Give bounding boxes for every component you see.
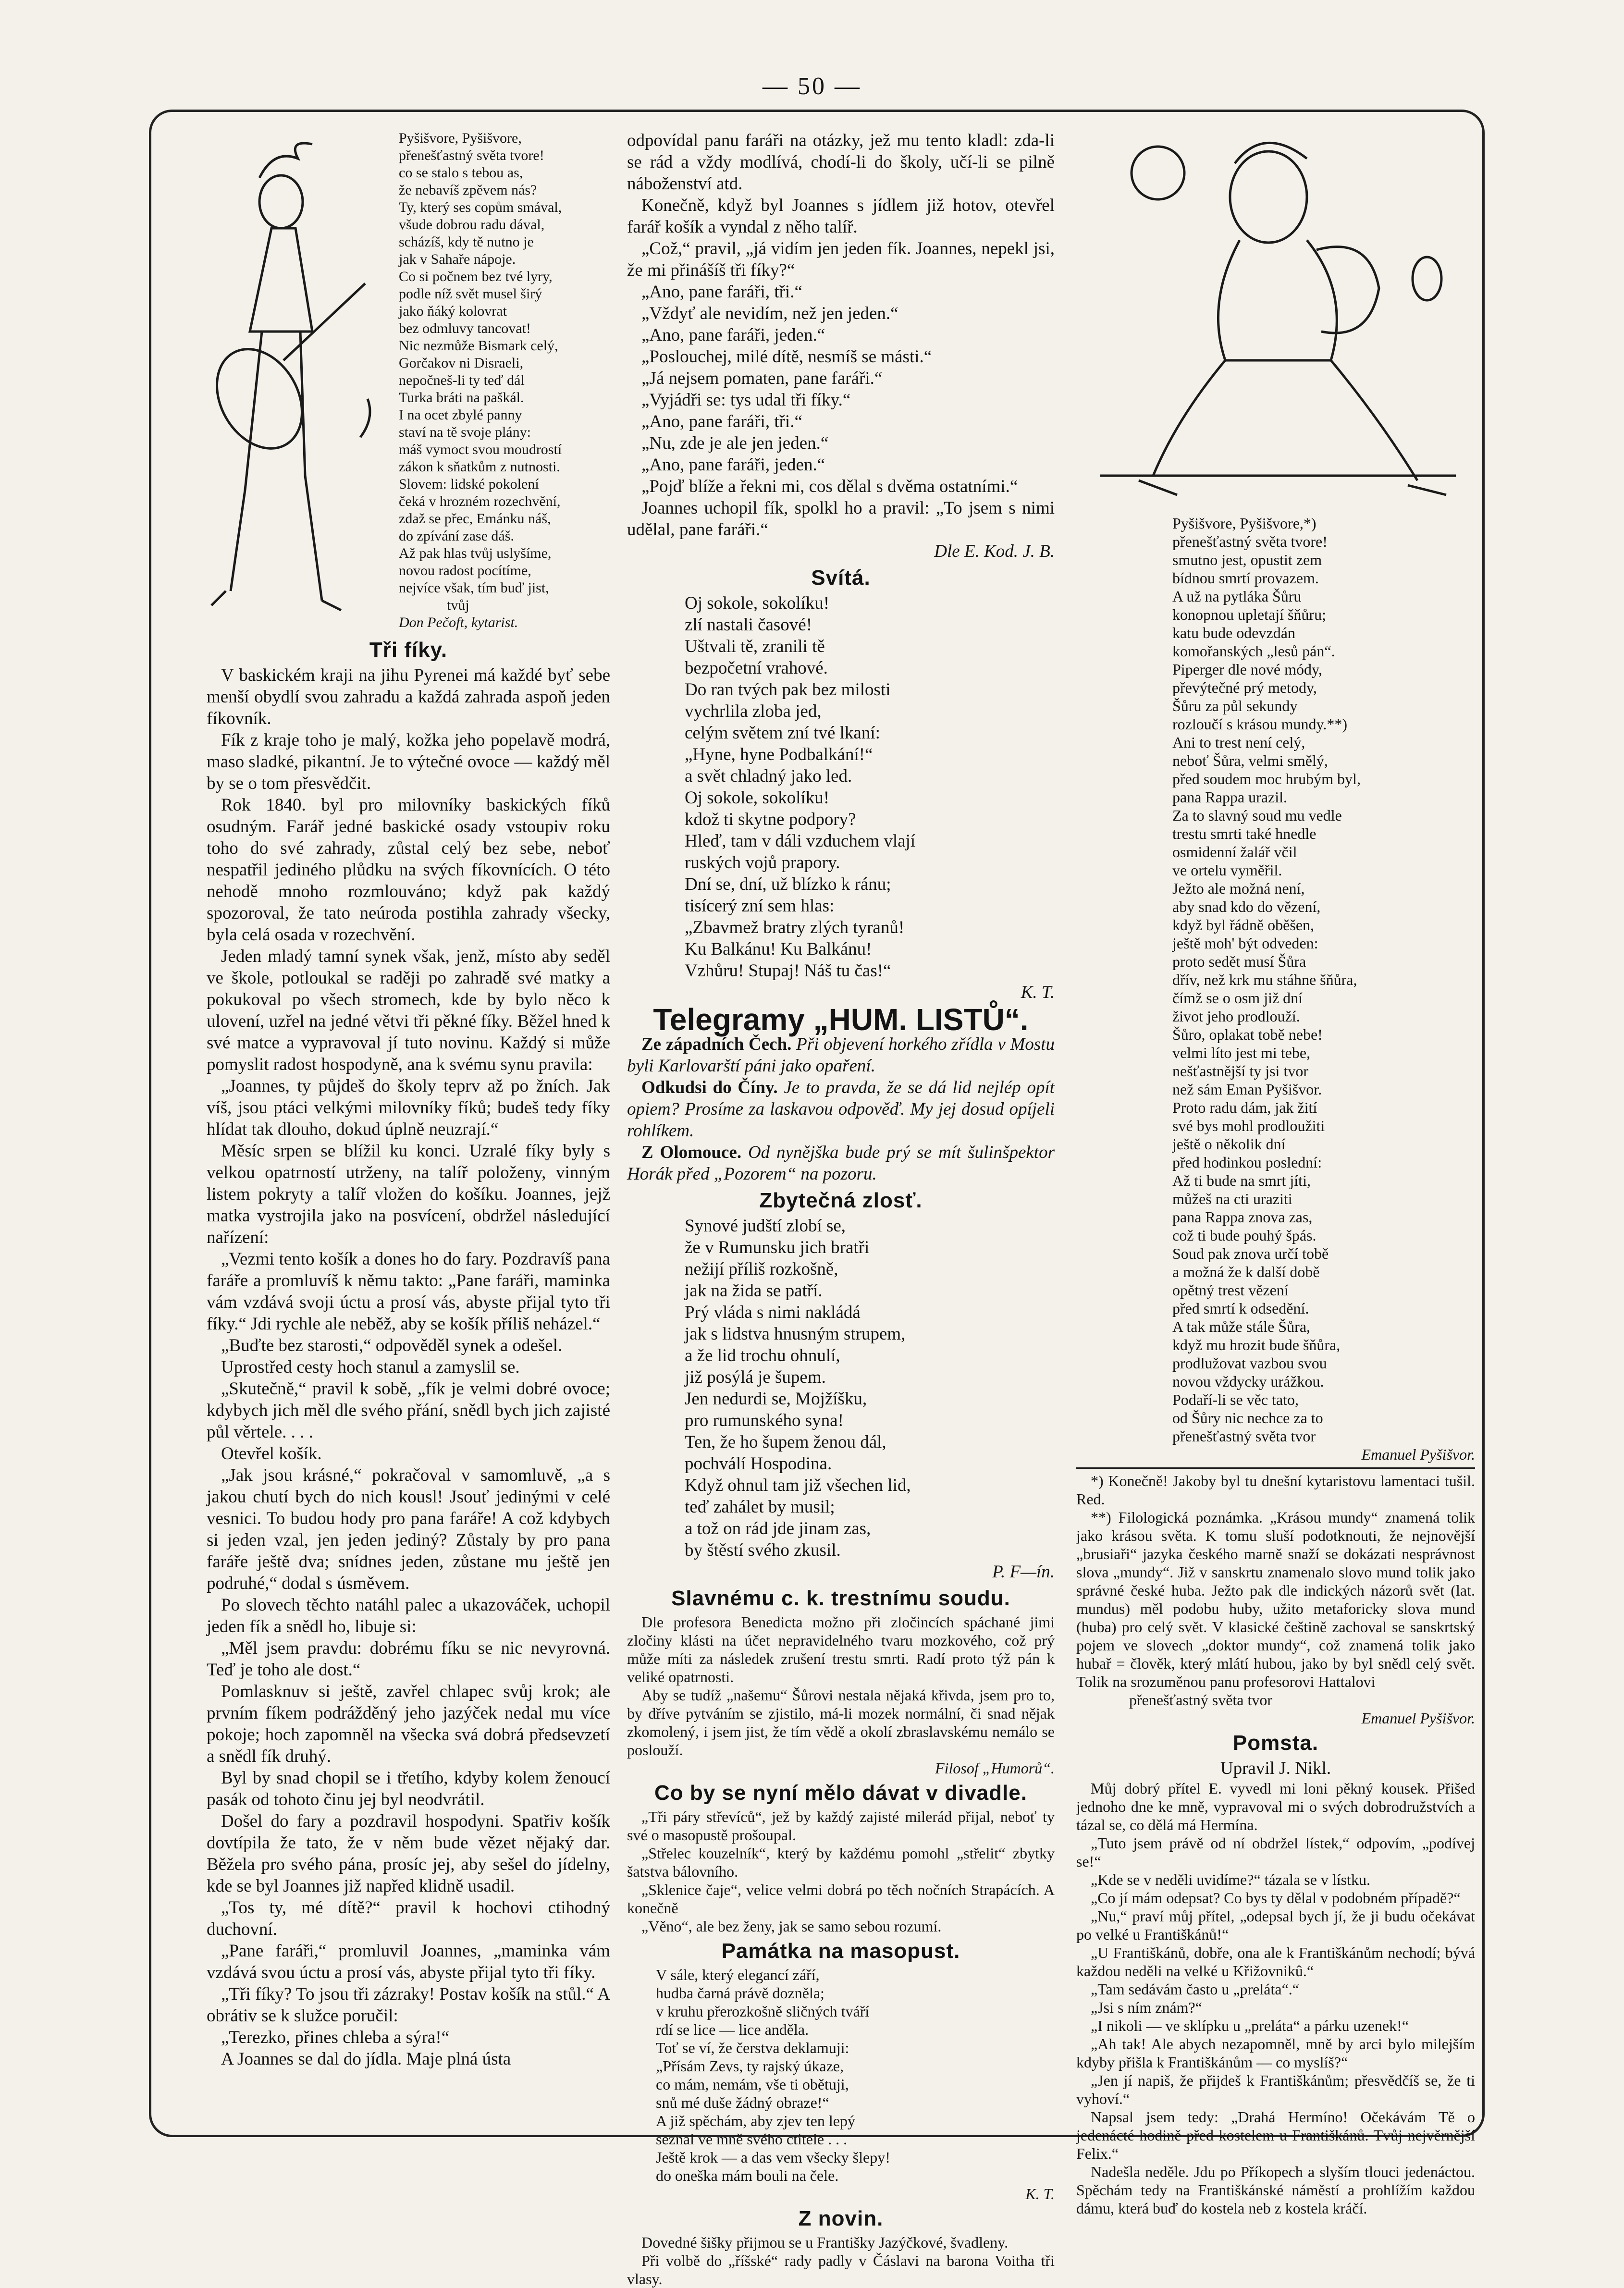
svita-poem bbox=[627, 592, 1055, 982]
text-line: „Joannes, ty půjdeš do školy teprv až po žních. Jak víš, jsou ptáci velkými milovníky fíků; budeš tedy fíky hlídat tak dlouho, dokud úplně neuzrají.“ bbox=[207, 1076, 610, 1139]
text-line: Co si počnem bez tvé lyry, bbox=[399, 269, 553, 284]
lyre-player-drawing bbox=[1081, 130, 1475, 509]
divadle-title: Co by se nyní mělo dávat v divadle. bbox=[654, 1781, 1027, 1805]
text-line: opětný trest vězení bbox=[1172, 1281, 1289, 1299]
text-line: a že lid trochu ohnulí, bbox=[685, 1346, 840, 1365]
text-line: „Přísám Zevs, ty rajský úkaze, bbox=[656, 2057, 844, 2075]
text-line: což ti bude pouhý špás. bbox=[1172, 1227, 1316, 1244]
text-line: proto sedět musí Šůra bbox=[1172, 953, 1306, 970]
text-line: Můj dobrý přítel E. vyvedl mi loni pěkný kousek. Přišed jednoho dne ke mně, vypravoval mi o svých dobrodružstvích a tázal se, co dělá má Hermína. bbox=[1076, 1780, 1475, 1833]
zbytecna-signature: P. F—ín. bbox=[992, 1562, 1055, 1582]
column-3 bbox=[1076, 514, 1475, 2217]
text-line: rozloučí s krásou mundy.**) bbox=[1172, 715, 1348, 733]
text-line: teď zahálet by musil; bbox=[685, 1497, 835, 1517]
text-line: „Věno“, ale bez ženy, jak se samo sebou rozumí. bbox=[641, 1918, 942, 1935]
text-line: Po slovech těchto natáhl palec a ukazováček, uchopil jeden fík a snědl ho, libuje si: bbox=[207, 1595, 610, 1636]
text-line: „Co jí mám odepsat? Co bys ty dělal v podobném případě?“ bbox=[1091, 1889, 1461, 1907]
text-line: v kruhu přerozkošně sličných tváří bbox=[656, 2003, 870, 2020]
text-line: „Vyjádři se: tys udal tři fíky.“ bbox=[641, 390, 851, 410]
text-line: Uštvali tě, zranili tě bbox=[685, 637, 825, 656]
text-line: nežijí příliš rozkošně, bbox=[685, 1259, 838, 1279]
paragraph bbox=[627, 1142, 1055, 1185]
text-line: „Nu, zde je ale jen jeden.“ bbox=[641, 433, 829, 453]
text-line: Uprostřed cesty hoch stanul a zamyslil se. bbox=[221, 1357, 520, 1377]
telegramy-title: Telegramy „HUM. LISTŮ“. bbox=[653, 1002, 1029, 1037]
text-line: Gorčakov ni Disraeli, bbox=[399, 355, 524, 371]
text-line: přenešťastný světa tvore! bbox=[399, 148, 544, 163]
lute-player-illustration bbox=[178, 130, 394, 625]
text-line: Šůro, oplakat tobě nebe! bbox=[1172, 1026, 1323, 1043]
text-line: Když ohnul tam již všechen lid, bbox=[685, 1476, 911, 1495]
text-line: Turka bráti na paškál. bbox=[399, 390, 524, 406]
text-line: jak s lidstva hnusným strupem, bbox=[685, 1324, 906, 1344]
text-line: bezpočetní vrahové. bbox=[685, 658, 828, 678]
text-line: když byl řádně oběšen, bbox=[1172, 916, 1315, 934]
text-line: Vzhůru! Stupaj! Náš tu čas!“ bbox=[685, 961, 891, 981]
text-line: „Skutečně,“ pravil k sobě, „fík je velmi dobré ovoce; kdybych jich měl dle svého přání, snědl bych jich zajisté půl věrtele. . . . bbox=[207, 1379, 610, 1442]
page-number: — 50 — bbox=[763, 73, 861, 100]
text-line: Aby se tudíž „našemu“ Šůrovi nestala nějaká křivda, jsem pro to, by dříve pytváním se zjistilo, má-li mozek normální, či snad nějak zkomolený, i jsem jist, že tím vědě a okolí zbraslavskému nemálo se poslouží. bbox=[627, 1686, 1055, 1759]
text-line: *) Konečně! Jakoby byl tu dnešní kytaristovu lamentaci tušil. Red. bbox=[1076, 1472, 1475, 1508]
text-line: Soud pak znova určí tobě bbox=[1172, 1245, 1329, 1262]
text-line: Prý vláda s nimi nakládá bbox=[685, 1303, 861, 1322]
text-line: „Vezmi tento košík a dones ho do fary. Pozdravíš pana faráře a promluvíš k němu takto: „Pane faráři, maminka vám vzdává svoji úctu a prosí vás, abyste přijal tyto tři fíky.“ Jdi rychle ale neběž, aby se košík příliš neházel.“ bbox=[207, 1249, 610, 1334]
text-line: před hodinkou poslední: bbox=[1172, 1154, 1322, 1171]
text-line: Pyšišvore, Pyšišvore,*) bbox=[1172, 515, 1316, 532]
text-line: Až pak hlas tvůj uslyšíme, bbox=[399, 545, 552, 561]
col1-top-signature: Don Pečoft, kytarist. bbox=[399, 615, 518, 630]
text-line: **) Filologická poznámka. „Krásou mundy“ znamená tolik jako krásou světa. K tomu sluší podotknouti, že nejnovější „brusiaři“ jazyka českého marně snaží se dokázati nesprávnost slova „mundy“. Již v sanskrtu znamenalo slovo mund tolik jako správné české huba. Ježto pak dle indických názorů svět (lat. mundus) měl podobu huby, užito metaforicky slova mund (huba) pro celý svět. V klasické češtině zachoval se sanskrtský pojem ve slovech „doktor mundy“, což znamená tolik jako hubař = člověk, který mlátí hubou, jako by byl snědl celý svět. Tolik na srozuměnou panu profesorovi Hattalovi bbox=[1076, 1509, 1475, 1690]
text-line: můžeš na cti uraziti bbox=[1172, 1190, 1292, 1207]
text-line: dřív, než krk mu stáhne šňůra, bbox=[1172, 971, 1357, 988]
text-line: Při volbě do „říšské“ rady padly v Čáslavi na barona Voitha tři vlasy. bbox=[627, 2252, 1055, 2288]
z-novin-title: Z novin. bbox=[798, 2207, 884, 2230]
text-line: jak v Sahaře nápoje. bbox=[399, 251, 516, 267]
text-line: „Pane faráři,“ promluvil Joannes, „maminka vám vzdává svou úctu a prosí vás, abyste přijal tyto tři fíky. bbox=[207, 1941, 610, 1982]
text-line: rdí se lice — lice anděla. bbox=[656, 2021, 809, 2038]
text-line: Pyšišvore, Pyšišvore, bbox=[399, 130, 522, 146]
text-line: když mu hrozit bude šňůra, bbox=[1172, 1336, 1341, 1353]
text-line: Jen nedurdi se, Mojžíšku, bbox=[685, 1389, 867, 1409]
text-line: „Tři fíky? To jsou tři zázraky! Postav košík na stůl.“ A obrátiv se k služce poručil: bbox=[207, 1984, 610, 2026]
text-line: snů mé duše žádný obraze!“ bbox=[656, 2094, 829, 2111]
text-line: zlí nastali časové! bbox=[685, 615, 812, 635]
text-line: Ani to trest není celý, bbox=[1172, 734, 1305, 751]
text-line: vychrlila zloba jed, bbox=[685, 701, 822, 721]
text-line: I na ocet zbylé panny bbox=[399, 407, 522, 423]
text-line: katu bude odevzdán bbox=[1172, 624, 1295, 641]
text-line: aby snad kdo do vězení, bbox=[1172, 898, 1321, 915]
paragraph bbox=[627, 1077, 1055, 1142]
text-line: Oj sokole, sokolíku! bbox=[685, 593, 830, 613]
text-line: Byl by snad chopil se i třetího, kdyby kolem ženoucí pasák od tohoto činu jej byl neodvrátil. bbox=[207, 1768, 610, 1809]
text-line: staví na tě svoje plány: bbox=[399, 424, 531, 440]
text-line: Ten, že ho šupem ženou dál, bbox=[685, 1432, 886, 1452]
text-line: a tož on rád jde jinam zas, bbox=[685, 1519, 871, 1538]
text-line: Slovem: lidské pokolení bbox=[399, 476, 539, 492]
text-line: „I nikoli — ve sklípku u „preláta“ a párku uzenek!“ bbox=[1091, 2017, 1409, 2034]
text-line: kdož ti skytne podpory? bbox=[685, 810, 856, 829]
text-line: před soudem moc hrubým byl, bbox=[1172, 770, 1361, 787]
text-line: Při objevení horkého zřídla v Mostu byli Karlovarští páni jako opaření. bbox=[627, 1034, 1055, 1076]
text-line: čímž se o osm již dní bbox=[1172, 989, 1303, 1007]
text-line: konopnou upletají šňůru; bbox=[1172, 606, 1326, 623]
text-line: tisícerý zní sem hlas: bbox=[685, 896, 835, 916]
text-line: zdaž se přec, Emánku náš, bbox=[399, 511, 551, 527]
text-line: novou radost pocítíme, bbox=[399, 563, 531, 578]
text-line: Ježto ale možná není, bbox=[1172, 880, 1305, 897]
text-line: přenešťastný světa tvor bbox=[1129, 1691, 1273, 1709]
text-line: „Ano, pane faráři, jeden.“ bbox=[641, 325, 825, 345]
text-line: „Ah tak! Ale abych nezapomněl, mně by arci bylo milejším kdyby přišla k Františkánům — co myslíš?“ bbox=[1076, 2035, 1475, 2071]
text-line: Šůru za půl sekundy bbox=[1172, 697, 1298, 714]
text-line: již posýlá je šupem. bbox=[685, 1367, 826, 1387]
text-line: „Hyne, hyne Podbalkání!“ bbox=[685, 745, 873, 764]
text-line: Konečně, když byl Joannes s jídlem již hotov, otevřel farář košík a vyndal z něho talíř. bbox=[627, 196, 1055, 237]
text-line: Až ti bude na smrt jíti, bbox=[1172, 1172, 1311, 1189]
text-line: „U Františkánů, dobře, ona ale k Františkánům nechodí; bývá každou neděli na velké u Křižovnikû.“ bbox=[1076, 1944, 1475, 1980]
text-line: Do ran tvých pak bez milosti bbox=[685, 680, 891, 700]
text-line: „Měl jsem pravdu: dobrému fíku se nic nevyrovná. Teď je toho ale dost.“ bbox=[207, 1638, 610, 1680]
text-line: Odkudsi do Číny. bbox=[641, 1078, 778, 1097]
text-line: a svět chladný jako led. bbox=[685, 766, 852, 786]
text-line: převýtečné prý metody, bbox=[1172, 679, 1317, 696]
text-line: Nadešla neděle. Jdu po Příkopech a slyším tlouci jedenáctou. Spěchám tedy na Františkánské náměstí a prohlížím každou dámu, která buď do kostela neb z kostela kráčí. bbox=[1076, 2163, 1475, 2217]
text-line: co se stalo s tebou as, bbox=[399, 165, 523, 181]
text-line: scházíš, kdy tě nutno je bbox=[399, 234, 534, 250]
text-line: nepočneš-li ty teď dál bbox=[399, 372, 525, 388]
text-line: osmidenní žalář včil bbox=[1172, 843, 1297, 861]
text-line: Měsíc srpen se blížil ku konci. Uzralé fíky byly s velkou opatrností utrženy, na talíř položeny, vinným listem pokryty a talíř vložen do košíku. Joannes, jejž matka vystrojila jako na posvícení, obdržel následující nařízení: bbox=[207, 1141, 610, 1247]
text-line: „Kde se v neděli uvidíme?“ tázala se v lístku. bbox=[1091, 1871, 1371, 1888]
text-line: smutno jest, opustit zem bbox=[1172, 551, 1322, 568]
tri-fiky-title: Tři fíky. bbox=[369, 638, 448, 662]
text-line: seznal ve mně svého ctitele . . . bbox=[656, 2130, 848, 2148]
text-line: A tak může stále Šůra, bbox=[1172, 1318, 1311, 1335]
text-line: odpovídal panu faráři na otázky, jež mu tento kladl: zda-li se rád a vždy modlívá, chodí-li do školy, učí-li se pilně náboženství atd. bbox=[627, 131, 1055, 194]
pysisvor-signature: Emanuel Pyšišvor. bbox=[1361, 1446, 1475, 1463]
text-line: Oj sokole, sokolíku! bbox=[685, 788, 830, 808]
text-line: čeká v hrozném rozechvění, bbox=[399, 493, 561, 509]
slavnemu-title: Slavnému c. k. trestnímu soudu. bbox=[671, 1587, 1010, 1610]
pomsta-title: Pomsta. bbox=[1232, 1731, 1319, 1755]
text-line: tvůj bbox=[447, 597, 469, 613]
text-line: Za to slavný soud mu vedle bbox=[1172, 807, 1342, 824]
text-line: „Pojď blíže a řekni mi, cos dělal s dvěma ostatními.“ bbox=[641, 477, 1018, 496]
column-1 bbox=[207, 634, 610, 2124]
text-line: „Střelec kouzelník“, který by každému pomohl „střelit“ zbytky šatstva bálovního. bbox=[627, 1845, 1055, 1880]
text-line: své bys mohl prodloužiti bbox=[1172, 1117, 1325, 1134]
lute-player-drawing bbox=[178, 130, 394, 625]
text-line: Z Olomouce. bbox=[641, 1143, 742, 1162]
pamatka-title: Památka na masopust. bbox=[721, 1939, 960, 1963]
text-line: „Tři páry střevíců“, jež by každý zajisté milerád přijal, neboť ty své o masopustě prošoupal. bbox=[627, 1808, 1055, 1844]
text-line: že nebavíš zpěvem nás? bbox=[399, 182, 537, 198]
pysisvor-poem bbox=[1076, 514, 1475, 1445]
text-line: „Jak jsou krásné,“ pokračoval v samomluvě, „a s jakou chutí bych do nich kousl! Jsouť jedinými v celé vesnici. To budou hody pro pana faráře! A což kdybych si jeden vzal, jen jeden jediný? Zůstaly by pro pana faráře ještě dva; snídnes jeden, zůstane mu ještě jen podruhé,“ dodal s úsměvem. bbox=[207, 1465, 610, 1593]
text-line: celým světem zní tvé lkaní: bbox=[685, 723, 880, 743]
text-line: Napsal jsem tedy: „Drahá Hermíno! Očekávám Tě o jedenácté hodině před kostelem u Františkánů. Tvůj nejvěrnější Felix.“ bbox=[1076, 2108, 1475, 2162]
text-line: Ze západních Čech. bbox=[641, 1034, 792, 1054]
text-line: ještě o několik dní bbox=[1172, 1135, 1286, 1153]
text-line: Proto radu dám, jak žití bbox=[1172, 1099, 1317, 1116]
text-line: V sále, který elegancí září, bbox=[656, 1966, 820, 1983]
text-line: „Terezko, přines chleba a sýra!“ bbox=[221, 2028, 450, 2047]
text-line: do oneška mám bouli na čele. bbox=[656, 2167, 839, 2184]
text-line: V baskickém kraji na jihu Pyrenei má každé byť sebe menší obydlí svou zahradu a každá zahrada aspoň jeden fíkovník. bbox=[207, 665, 610, 728]
text-line: bídnou smrtí provazem. bbox=[1172, 569, 1319, 587]
text-line: Ty, který ses copům smával, bbox=[399, 199, 562, 215]
paragraph bbox=[627, 1033, 1055, 1077]
svita-title: Svítá. bbox=[811, 566, 871, 590]
text-line: Otevřel košík. bbox=[221, 1444, 322, 1464]
footnotes bbox=[1076, 1467, 1475, 1727]
text-line: všude dobrou radu dával, bbox=[399, 217, 545, 233]
lyre-player-illustration bbox=[1081, 130, 1475, 509]
text-line: „Poslouchej, milé dítě, nesmíš se másti.“ bbox=[641, 347, 932, 367]
text-line: Rok 1840. byl pro milovníky baskických fíků osudným. Farář jedné baskické osady vstoupiv roku toho do své zahrady, zůstal celý bez sebe, neboť nespatřil jediného plůdku na svých fíkovnících. O této nehodě mnoho rozmlouváno; když pak každý spozoroval, že tato neúroda postihla zahrady všecky, byla celá osada v rozechvění. bbox=[207, 795, 610, 945]
text-line: Pomlasknuv si ještě, zavřel chlapec svůj krok; ale prvním fíkem podrážděný jeho jazýček nedal mu více pokoje; hoch zapomněl na všecka svá dobrá předsevzetí a snědl fík druhý. bbox=[207, 1682, 610, 1766]
text-line: komořanských „lesů pán“. bbox=[1172, 642, 1335, 660]
pamatka-poem bbox=[627, 1966, 1055, 2185]
text-line: „Ano, pane faráři, tři.“ bbox=[641, 412, 802, 431]
column-2 bbox=[627, 130, 1055, 2288]
text-line: pro rumunského syna! bbox=[685, 1411, 844, 1430]
text-line: Od nynějška bude prý se mít šulinšpektor Horák před „Pozorem“ na pozoru. bbox=[627, 1143, 1055, 1184]
text-line: Dovedné šišky přijmou se u Františky Jazýčkové, švadleny. bbox=[641, 2234, 1009, 2251]
text-line: od Šůry nic nechce za to bbox=[1172, 1409, 1323, 1427]
text-line: před smrtí k odsedění. bbox=[1172, 1300, 1309, 1317]
text-line: Ještě krok — a das vem všecky šlepy! bbox=[656, 2149, 890, 2166]
text-line: Toť se ví, že čerstva deklamuji: bbox=[656, 2039, 849, 2056]
text-line: podle níž svět musel širý bbox=[399, 286, 542, 302]
zbytecna-poem bbox=[627, 1215, 1055, 1561]
text-line: novou vždycky urážkou. bbox=[1172, 1373, 1324, 1390]
text-line: život jeho prodlouží. bbox=[1172, 1008, 1300, 1025]
fiky-source: Dle E. Kod. J. B. bbox=[934, 541, 1055, 561]
zbytecna-title: Zbytečná zlosť. bbox=[759, 1189, 923, 1212]
text-line: Jeden mladý tamní synek však, jenž, místo aby seděl ve škole, potloukal se raději po zahradě své matky a pokukoval po všech stromech, kde by bylo něco k ulovení, uzřel na jedné větvi tři pěkné fíky. Běžel hned k své matce a vypravoval jí tuto novinu. Každý si může pomyslit radost hospodyně, ana k svému synu pravila: bbox=[207, 947, 610, 1074]
text-line: přenešťastný světa tvor bbox=[1172, 1427, 1316, 1445]
text-line: „Tos ty, mé dítě?“ pravil k hochovi ctihodný duchovní. bbox=[207, 1898, 610, 1939]
text-line: Podaří-li se věc tato, bbox=[1172, 1391, 1299, 1408]
text-line: co mám, nemám, vše ti obětuji, bbox=[656, 2076, 849, 2093]
text-line: „Nu,“ praví můj přítel, „odepsal bych jí, že ji budu očekávat po velké u Františkánů!“ bbox=[1076, 1907, 1475, 1943]
text-line: prodlužovat vazbou svou bbox=[1172, 1354, 1327, 1372]
text-line: Synové judští zlobí se, bbox=[685, 1216, 846, 1236]
text-line: máš vymoct svou moudrostí bbox=[399, 442, 562, 457]
text-line: Joannes uchopil fík, spolkl ho a pravil: „To jsem s nimi udělal, pane faráři.“ bbox=[627, 498, 1055, 540]
text-line: „Ano, pane faráři, jeden.“ bbox=[641, 455, 825, 475]
text-line: pana Rappa urazil. bbox=[1172, 788, 1287, 806]
text-line: Nic nezmůže Bismark celý, bbox=[399, 338, 558, 354]
text-line: velmi líto jest mi tebe, bbox=[1172, 1044, 1311, 1061]
text-line: „Buďte bez starosti,“ odpověděl synek a odešel. bbox=[221, 1336, 563, 1355]
text-line: Došel do fary a pozdravil hospodyni. Spatřiv košík dovtípila že tato, že v něm bude vězet nějaký dar. Běžela pro svého pána, prosíc jej, aby sešel do jídelny, kde se byl Joannes již napřed klidně usadil. bbox=[207, 1811, 610, 1896]
text-line: bez odmluvy tancovat! bbox=[399, 320, 531, 336]
text-line: do zpívání zase dáš. bbox=[399, 528, 514, 544]
text-line: „Jen jí napiš, že přijdeš k Františkánům; přesvědčíš se, že ti vyhoví.“ bbox=[1076, 2072, 1475, 2107]
text-line: Dle profesora Benedicta možno při zločincích spáchané jimi zločiny klásti na účet nepravidelného tvaru mozkového, což prý může míti za následek zrušení trestu smrti. Radí proto týž pán k veliké opatrnosti. bbox=[627, 1613, 1055, 1685]
text-line: A už na pytláka Šůru bbox=[1172, 588, 1302, 605]
text-line: nejvíce však, tím buď jist, bbox=[399, 580, 549, 596]
text-line: trestu smrti také hnedle bbox=[1172, 825, 1316, 842]
text-line: Piperger dle nové módy, bbox=[1172, 661, 1322, 678]
text-line: zákon k sňatkům z nutnosti. bbox=[399, 459, 560, 475]
text-line: než sám Eman Pyšišvor. bbox=[1172, 1081, 1322, 1098]
text-line: Je to pravda, že se dá lid nejlép opít opiem? Prosíme za laskavou odpověď. My jej dosud opíjeli rohlíkem. bbox=[627, 1078, 1055, 1141]
text-line: neboť Šůra, velmi smělý, bbox=[1172, 752, 1328, 769]
text-line: že v Rumunsku jich bratři bbox=[685, 1238, 870, 1257]
svita-signature: K. T. bbox=[1021, 983, 1055, 1002]
text-line: pochválí Hospodina. bbox=[685, 1454, 832, 1474]
text-line: pana Rappa znova zas, bbox=[1172, 1208, 1313, 1226]
slavnemu-signature: Filosof „Humorů“. bbox=[935, 1759, 1055, 1777]
text-line: „Což,“ pravil, „já vidím jen jeden fík. Joannes, nepekl jsi, že mi přinášíš tři fíky?“ bbox=[627, 239, 1055, 280]
text-line: jak na žida se patří. bbox=[685, 1281, 823, 1301]
text-line: „Tam sedávám často u „preláta“.“ bbox=[1091, 1980, 1299, 1998]
text-line: a možná že k další době bbox=[1172, 1263, 1320, 1280]
text-line: hudba čarná právě dozněla; bbox=[656, 1984, 824, 2002]
text-line: „Vždyť ale nevidím, než jen jeden.“ bbox=[641, 304, 898, 323]
text-line: Ku Balkánu! Ku Balkánu! bbox=[685, 939, 872, 959]
pomsta-byline: Upravil J. Nikl. bbox=[1220, 1759, 1331, 1778]
text-line: „Já nejsem pomaten, pane faráři.“ bbox=[641, 369, 883, 388]
text-line: ruských vojů prapory. bbox=[685, 853, 840, 873]
text-line: Dní se, dní, už blízko k ránu; bbox=[685, 874, 891, 894]
text-line: nešťastnější ty jsi tvor bbox=[1172, 1062, 1308, 1080]
text-line: „Tuto jsem právě od ní obdržel lístek,“ odpovím, „podívej se!“ bbox=[1076, 1834, 1475, 1870]
text-line: „Zbavmež bratry zlých tyranů! bbox=[685, 918, 905, 937]
text-line: A Joannes se dal do jídla. Maje plná ústa bbox=[221, 2049, 511, 2069]
text-line: „Jsi s ním znám?“ bbox=[1091, 1999, 1202, 2016]
text-line: A již spěchám, aby zjev ten lepý bbox=[656, 2112, 855, 2129]
text-line: ve ortelu vyměřil. bbox=[1172, 861, 1282, 879]
col1-top-poem bbox=[399, 130, 601, 630]
text-line: Hleď, tam v dáli vzduchem vlají bbox=[685, 831, 916, 851]
footnote-signature: Emanuel Pyšišvor. bbox=[1361, 1710, 1475, 1727]
text-line: „Sklenice čaje“, velice velmi dobrá po těch nočních Strapácích. A konečně bbox=[627, 1881, 1055, 1917]
text-line: jako ňáký kolovrat bbox=[399, 303, 507, 319]
text-line: ještě moh' být odveden: bbox=[1172, 935, 1318, 952]
text-line: přenešťastný světa tvore! bbox=[1172, 533, 1328, 550]
text-line: „Ano, pane faráři, tři.“ bbox=[641, 282, 802, 302]
text-line: Fík z kraje toho je malý, kožka jeho popelavě modrá, maso sladké, pikantní. Je to výtečné ovoce — každý měl by se o tom přesvědčit. bbox=[207, 730, 610, 793]
pamatka-signature: K. T. bbox=[1025, 2185, 1055, 2202]
text-line: by štěstí svého zkusil. bbox=[685, 1540, 841, 1560]
